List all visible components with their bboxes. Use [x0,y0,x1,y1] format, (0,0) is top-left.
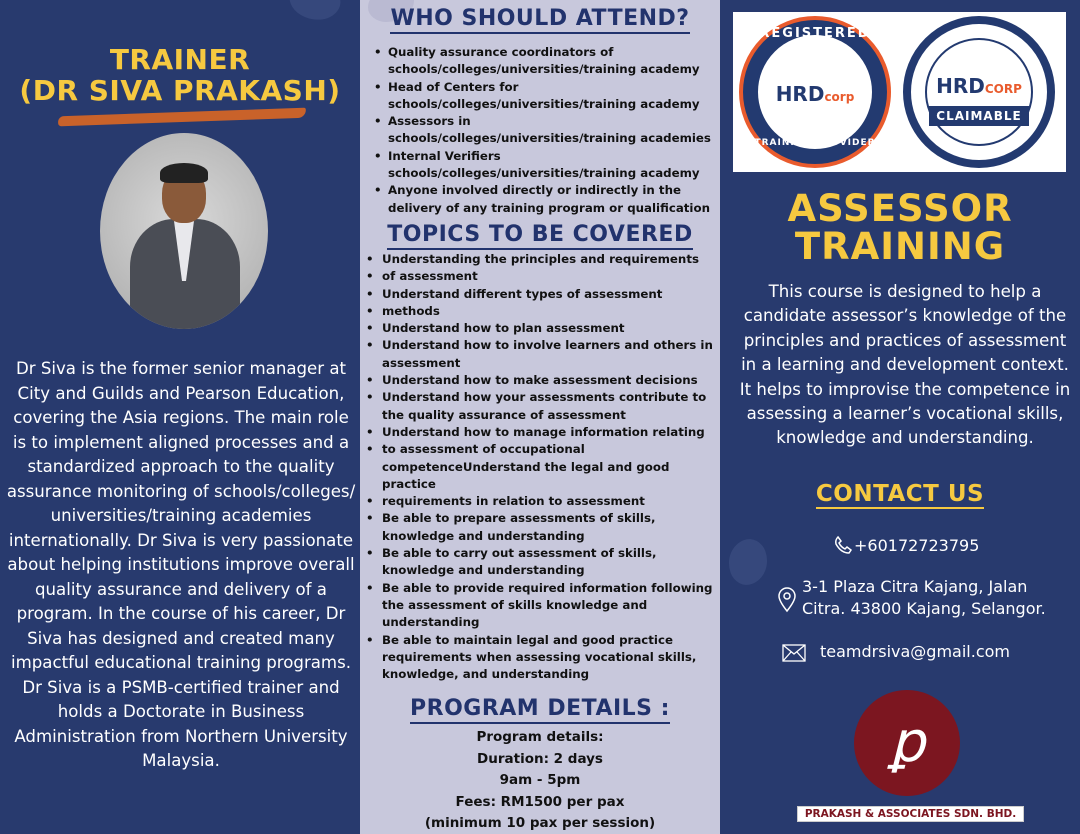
list-item: • Be able to maintain legal and good practice requirements when assessing vocational skills, knowledge, and understanding [366,632,718,684]
attend-heading: WHO SHOULD ATTEND? [360,6,720,31]
list-item: • to assessment of occupational competenceUnderstand the legal and good practice [366,441,718,493]
brush-stroke-divider [58,108,306,127]
trainer-title [0,44,360,106]
course-title: ASSESSOR TRAINING [787,187,1013,268]
program-hours: 9am - 5pm [499,772,581,788]
trainer-title-line2: (DR SIVA PRAKASH) [19,74,341,107]
program-duration: Duration: 2 days [477,750,603,767]
course-description: This course is designed to help a candidate assessor’s knowledge of the principles and practices of assessment in a learning and development context. It helps to improvise the competence in assessing a learner’s vocational skills, knowledge and understanding. [739,282,1071,448]
trainer-panel [0,0,360,834]
program-fees: Fees: RM1500 per pax [455,793,625,810]
program-minimum: (minimum 10 pax per session) [424,815,656,831]
list-item: • Understand different types of assessment [366,286,718,303]
hrdcorp-logos [733,12,1066,172]
topics-list [366,251,718,683]
list-item: • requirements in relation to assessment [366,493,718,510]
list-item: • Be able to prepare assessments of skills, knowledge and understanding [366,510,718,545]
leaf-decoration [722,534,775,589]
program-details [360,727,720,834]
topics-heading: TOPICS TO BE COVERED [360,222,720,247]
list-item: • Understand how to involve learners and others in assessment [366,337,718,372]
leaf-decoration [283,0,346,30]
list-item: • Understand how to plan assessment [366,320,718,337]
company-logo: ꝑ [854,690,960,796]
location-pin-icon [777,587,797,613]
contact-phone[interactable]: +60172723795 [854,536,980,555]
list-item: • Assessors in schools/colleges/universities/training academies [374,113,718,148]
list-item: • Quality assurance coordinators of schools/colleges/universities/training academy [374,44,718,79]
contact-heading: CONTACT US [815,481,985,507]
contact-email[interactable]: teamdrsiva@gmail.com [820,642,1010,661]
contact-address: 3-1 Plaza Citra Kajang, Jalan Citra. 43800 Kajang, Selangor. [802,577,1046,618]
program-heading: PROGRAM DETAILS : [360,696,720,721]
list-item: • of assessment [366,268,718,285]
trainer-bio: Dr Siva is the former senior manager at City and Guilds and Pearson Education, covering the Asia regions. The main role is to implement aligned processes and a standardized approach to the quality assurance monitoring of schools/colleges/ universities/training academies internationally. Dr Siva is very passionate about helping institutions improve overall quality assurance and delivery of a program. In the course of his career, Dr Siva has designed and created many impactful educational training programs. Dr Siva is a PSMB-certified trainer and holds a Doctorate in Business Administration from Northern University Malaysia. [6,359,356,770]
list-item: • Head of Centers for schools/colleges/universities/training academy [374,79,718,114]
list-item: • Understand how to manage information relating [366,424,718,441]
list-item: • Be able to provide required information following the assessment of skills knowledge and understanding [366,580,718,632]
list-item: • Internal Verifiers schools/colleges/universities/training academy [374,148,718,183]
trainer-title-line1: TRAINER [109,43,251,76]
course-panel [720,0,1080,834]
hrdcorp-registered-logo: REGISTERED HRDcorp TRAINING PROVIDER [739,16,891,168]
phone-icon [833,535,853,555]
list-item: • methods [366,303,718,320]
hrdcorp-claimable-logo: HRDCORP CLAIMABLE [903,16,1055,168]
list-item: • Anyone involved directly or indirectly in the delivery of any training program or qualification [374,182,718,217]
details-panel [360,0,720,834]
list-item: • Understanding the principles and requirements [366,251,718,268]
envelope-icon [782,644,806,662]
company-name: PRAKASH & ASSOCIATES SDN. BHD. [797,806,1024,822]
list-item: • Understand how your assessments contribute to the quality assurance of assessment [366,389,718,424]
program-line: Program details: [476,729,604,745]
trainer-photo [100,133,268,329]
list-item: • Be able to carry out assessment of skills, knowledge and understanding [366,545,718,580]
list-item: • Understand how to make assessment decisions [366,372,718,389]
attend-list [374,44,718,217]
